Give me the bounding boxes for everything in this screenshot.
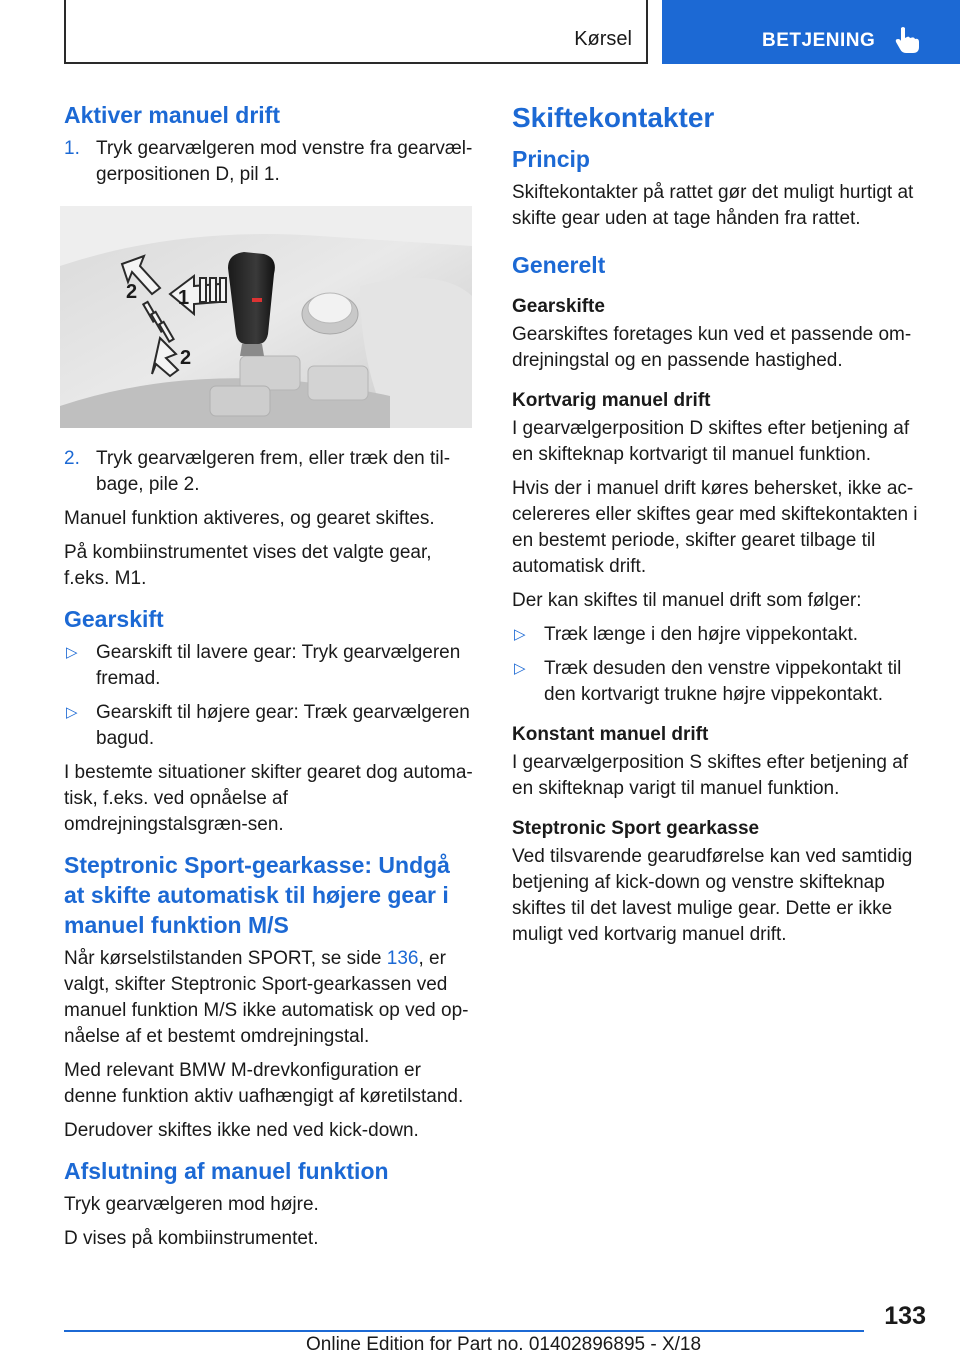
heading-steptronic-sport: Steptronic Sport-gearkasse: Undgå at skifte automatisk til højere gear i manuel funktion M/S bbox=[64, 852, 450, 938]
triangle-bullet-icon: ▷ bbox=[66, 704, 78, 721]
text-run: Når kørselstilstanden SPORT, se side bbox=[64, 948, 387, 969]
bullet-text: Gearskift til lavere gear: Tryk gearvælgeren fremad. bbox=[96, 642, 461, 689]
paragraph: Hvis der i manuel drift køres behersket, ikke ac-celereres eller skiftes gear med skiftekontakten i en bestemt periode, skifter gearet tilbage til automatisk drift. bbox=[512, 478, 918, 577]
heading-aktiver-manuel-drift: Aktiver manuel drift bbox=[64, 102, 280, 128]
header-section-box bbox=[64, 0, 648, 64]
heading-afslutning: Afslutning af manuel funktion bbox=[64, 1158, 389, 1184]
bullet-text: Træk desuden den venstre vippekontakt til den kortvarigt trukne højre vippekontakt. bbox=[544, 658, 902, 705]
paragraph: I gearvælgerposition D skiftes efter betjening af en skifteknap kortvarigt til manuel funktion. bbox=[512, 418, 910, 465]
step-2-number: 2. bbox=[64, 448, 80, 469]
heading-generelt: Generelt bbox=[512, 252, 606, 278]
paragraph: I gearvælgerposition S skiftes efter betjening af en skifteknap varigt til manuel funktion. bbox=[512, 752, 909, 799]
chapter-tab-label: BETJENING bbox=[762, 30, 876, 51]
heading-gearskift: Gearskift bbox=[64, 606, 164, 632]
heading-gearskifte: Gearskifte bbox=[512, 296, 605, 317]
gear-selector-illustration bbox=[60, 206, 472, 428]
figure-label-1: 1 bbox=[178, 287, 190, 309]
bullet-text: Gearskift til højere gear: Træk gearvælgeren bagud. bbox=[96, 702, 470, 749]
heading-kortvarig: Kortvarig manuel drift bbox=[512, 390, 711, 411]
bullet-item bbox=[64, 700, 476, 752]
paragraph: Skiftekontakter på rattet gør det muligt hurtigt at skifte gear uden at tage hånden fra rattet. bbox=[512, 182, 914, 229]
paragraph: Tryk gearvælgeren mod højre. bbox=[64, 1194, 319, 1215]
triangle-bullet-icon: ▷ bbox=[66, 644, 78, 661]
paragraph-sport-mode bbox=[64, 946, 476, 1050]
step-1-text: Tryk gearvælgeren mod venstre fra gearvæl-gerpositionen D, pil 1. bbox=[96, 138, 473, 185]
figure-label-2-bottom: 2 bbox=[180, 347, 192, 369]
right-column bbox=[512, 100, 924, 956]
text-run: , er valgt, skifter Steptronic Sport-gearkassen ved manuel funktion M/S ikke automatisk op ved op-nåelse af et bestemt omdrejningstal. bbox=[64, 948, 469, 1047]
paragraph: Manuel funktion aktiveres, og gearet skiftes. bbox=[64, 508, 435, 529]
paragraph: Ved tilsvarende gearudførelse kan ved samtidig betjening af kick-down og venstre skifteknap skiftes til det lavest mulige gear. Dette er ikke muligt ved kortvarig manuel drift. bbox=[512, 846, 913, 945]
bullet-item bbox=[512, 622, 924, 648]
paragraph: Med relevant BMW M-drevkonfiguration er denne funktion aktiv uafhængigt af køretilstand. bbox=[64, 1060, 464, 1107]
triangle-bullet-icon: ▷ bbox=[514, 626, 526, 643]
paragraph: Der kan skiftes til manuel drift som følger: bbox=[512, 590, 862, 611]
page-number: 133 bbox=[884, 1302, 926, 1330]
heading-konstant: Konstant manuel drift bbox=[512, 724, 709, 745]
paragraph: Gearskiftes foretages kun ved et passende om-drejningstal og en passende hastighed. bbox=[512, 324, 912, 371]
bullet-text: Træk længe i den højre vippekontakt. bbox=[544, 624, 859, 645]
bullet-item bbox=[64, 640, 476, 692]
paragraph: På kombiinstrumentet vises det valgte gear, f.eks. M1. bbox=[64, 542, 432, 589]
step-1-number: 1. bbox=[64, 138, 80, 159]
heading-steptronic-gearkasse: Steptronic Sport gearkasse bbox=[512, 818, 760, 839]
footer-divider bbox=[64, 1330, 864, 1332]
paragraph: I bestemte situationer skifter gearet dog automa-tisk, f.eks. ved opnåelse af omdrejningstalsgræn-sen. bbox=[64, 762, 473, 835]
step-2-text: Tryk gearvælgeren frem, eller træk den til-bage, pile 2. bbox=[96, 448, 451, 495]
figure-label-2-top: 2 bbox=[126, 281, 138, 303]
bullet-item bbox=[512, 656, 924, 708]
paragraph: Derudover skiftes ikke ned ved kick-down. bbox=[64, 1120, 419, 1141]
heading-princip: Princip bbox=[512, 146, 590, 172]
step-1 bbox=[64, 136, 476, 188]
left-column bbox=[64, 100, 476, 1260]
chapter-tab[interactable] bbox=[662, 0, 960, 64]
page-reference-link[interactable]: 136 bbox=[386, 948, 419, 969]
paragraph: D vises på kombiinstrumentet. bbox=[64, 1228, 319, 1249]
pointing-hand-icon bbox=[894, 26, 920, 54]
footer-edition: Online Edition for Part no. 01402896895 - X/18 bbox=[306, 1334, 702, 1355]
triangle-bullet-icon: ▷ bbox=[514, 660, 526, 677]
step-2 bbox=[64, 446, 476, 498]
section-title: Kørsel bbox=[574, 28, 632, 50]
gear-selector-figure bbox=[60, 206, 472, 428]
heading-skiftekontakter: Skiftekontakter bbox=[512, 102, 715, 133]
